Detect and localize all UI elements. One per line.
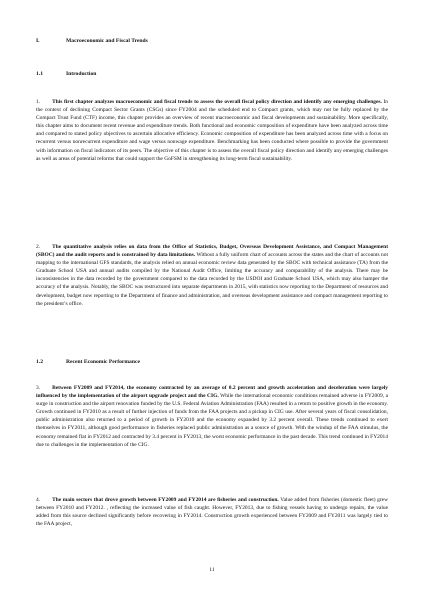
paragraph-4 [36, 496, 388, 528]
subsection-heading-introduction [36, 70, 96, 78]
paragraph-number: 2. [36, 244, 41, 250]
paragraph-lead: The quantitative analysis relies on data from the Office of Statistics, Budget, Overseas Development Assistance, and Compact Management (SBOC) and the audit reports and is constrained by data limitations. [36, 244, 388, 259]
paragraph-3 [36, 384, 388, 449]
paragraph-number: 3. [36, 385, 41, 391]
subsection-number: 1.2 [36, 359, 43, 365]
subsection-title: Recent Economic Performance [66, 359, 140, 365]
section-title: Macroeconomic and Fiscal Trends [66, 38, 148, 44]
subsection-number: 1.1 [36, 71, 43, 77]
subsection-heading-economic-performance [36, 358, 140, 366]
paragraph-body: While the international economic conditions remained adverse in FY2009, a surge in construction and the airport renovation funded by the U.S. Federal Aviation Administration (FAA) resulted in a return to positive growth in the economy. Growth continued in FY2010 as a result of further injection of funds from the FAA projects and a pickup in CIG use. After several years of fiscal consolidation, public administration also returned to a period of growth in FY2010 and the economy expanded by 3.2 percent overall. These trends continued to exert themselves in FY2011, although good performance in fisheries replaced public administration as a source of growth. With the windup of the FAA stimulus, the economy remained flat in FY2012 and contracted by 3.4 percent in FY2013, the worst economic performance in the past decade. This trend continued in FY2014 due to challenges in the implementation of the CIG. [36, 393, 388, 448]
paragraph-lead: The main sectors that drove growth between FY2009 and FY2014 are fisheries and construction. [52, 497, 279, 503]
paragraph-body: In the context of declining Compact Sector Grants (CSGs) since FY2004 and the scheduled end to Compact grants, which may not be fully replaced by the Compact Trust Fund (CTF) income, this chapter provides an overview of recent macroeconomic and fiscal developments and sustainability. More specifically, this chapter aims to document recent revenue and expenditure trends. Both functional and economic composition of expenditure have been analyzed across time and compared to stated policy objectives to ascertain allocative efficiency. Economic composition of expenditure has been analyzed across time with a focus on recurrent versus nonrecurrent expenditure and wage versus nonwage expenditure. Benchmarking has been conducted where possible to provide the government with information on fiscal indicators of its peers. The objective of this chapter is to assess the overall fiscal policy direction and identify any emerging challenges as well as areas of potential reforms that could support the GoFSM in strengthening its long-term fiscal sustainability. [36, 99, 388, 162]
paragraph-2 [36, 243, 388, 308]
paragraph-1 [36, 98, 388, 163]
paragraph-number: 1. [36, 99, 41, 105]
paragraph-lead: This first chapter analyzes macroeconomic and fiscal trends to assess the overall fiscal policy direction and identify any emerging challenges. [52, 99, 382, 105]
paragraph-lead: Between FY2009 and FY2014, the economy contracted by an average of 0.2 percent and growth acceleration and deceleration were largely influenced by the implementation of the airport upgrade project and the CIG. [36, 385, 388, 400]
subsection-title: Introduction [66, 71, 97, 77]
section-number: I. [36, 38, 40, 44]
paragraph-number: 4. [36, 497, 41, 503]
paragraph-body: Without a fully uniform chart of accounts across the states and the chart of accounts not mapping to the international GFS standards, the analysis relied on annual economic review data generated by the SBOC with technical assistance (TA) from the Graduate School USA and annual audits compiled by the National Audit Office, limiting the accuracy and comparability of the analysis. There may be inconsistencies in the data recorded by the government compared to the data recorded by the USDOI and Graduate School USA, which may also hamper the accuracy of the analysis. Notably, the SBOC was restructured into separate departments in 2015, with statistics now reporting to the Department of resources and development, budget now reporting to the Department of finance and administration, and overseas development assistance and compact management reporting to the president’s office. [36, 252, 388, 307]
paragraph-body: Value added from fisheries (domestic fleet) grew between FY2010 and FY2012. , reflecting the increased value of fish caught. However, FY2013, due to fishing vessels having to undergo repairs, the value added from this source declined significantly before recovering in FY2014. Construction growth experienced between FY2009 and FY2011 was largely tied to the FAA project, [36, 497, 388, 528]
page-number: 11 [209, 567, 215, 573]
section-heading [36, 37, 148, 45]
